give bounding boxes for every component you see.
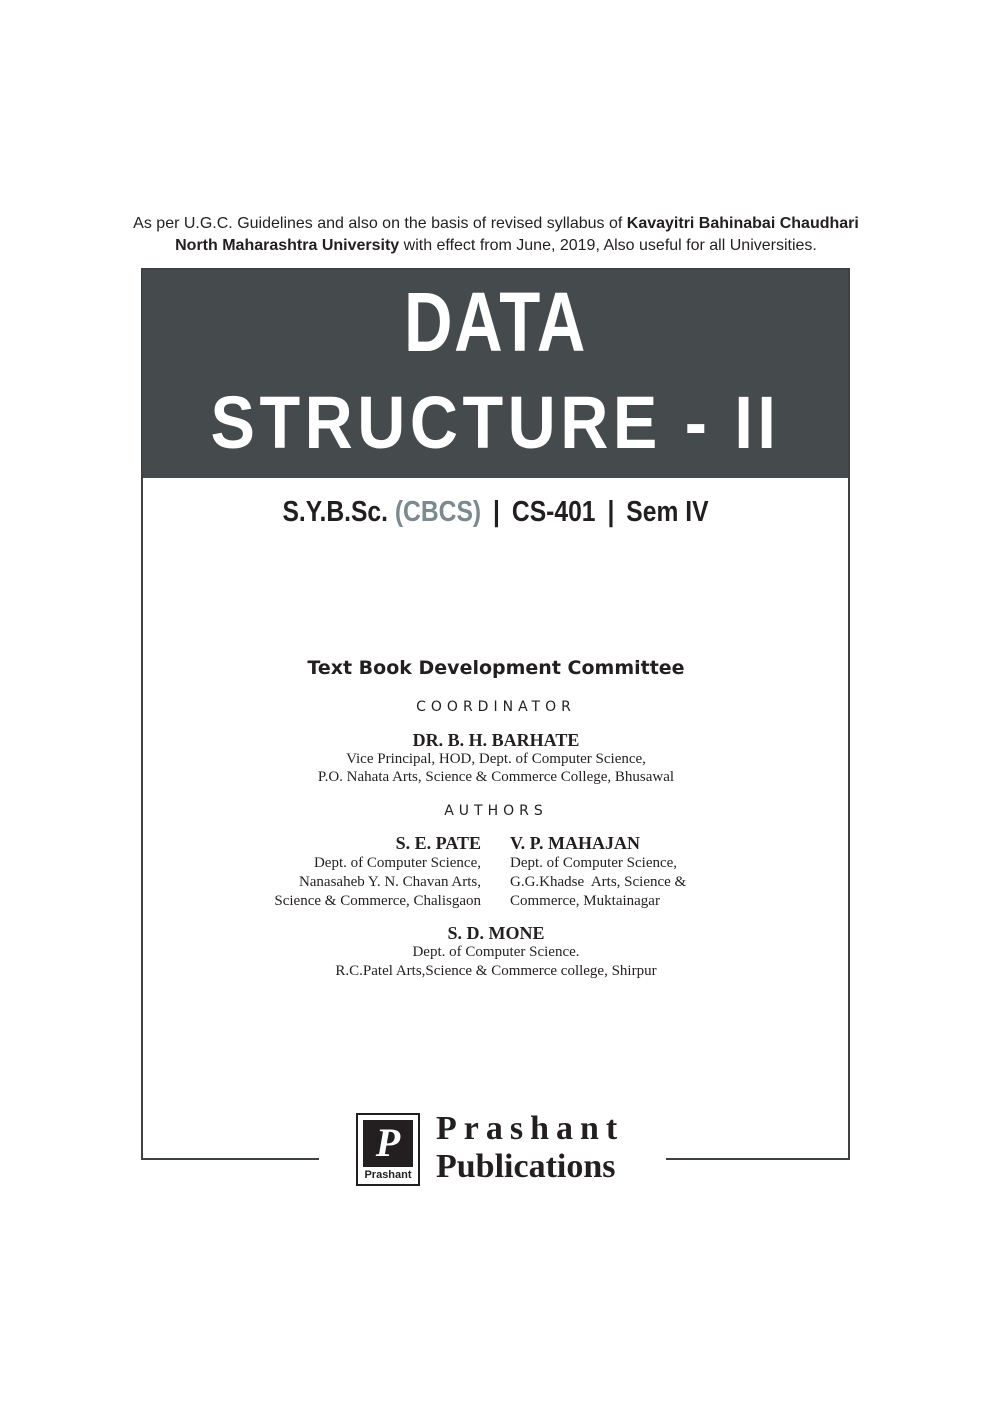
note-suffix: with effect from June, 2019, Also useful for all Universities.	[399, 237, 817, 254]
book-title-line-1: DATA	[403, 275, 588, 369]
book-title-line-2: STRUCTURE - II	[210, 381, 781, 464]
coordinator-label: COORDINATOR	[416, 699, 576, 715]
author-affiliation-mone-line-1: Dept. of Computer Science.	[412, 944, 580, 960]
publisher-name-line-1: Prashant	[436, 1110, 625, 1147]
coordinator-name: DR. B. H. BARHATE	[412, 730, 580, 750]
author-affiliation: Nanasaheb Y. N. Chavan Arts,	[298, 874, 481, 890]
scheme-badge: (CBCS)	[394, 496, 482, 528]
author-affiliation: G.G.Khadse Arts, Science &	[510, 874, 687, 890]
author-affiliation: Commerce, Muktainagar	[510, 893, 660, 909]
author-name: V. P. MAHAJAN	[510, 833, 641, 853]
author-block-pate	[240, 832, 481, 911]
separator: |	[493, 496, 500, 528]
coordinator-affiliation-line-1: Vice Principal, HOD, Dept. of Computer Science,	[346, 751, 646, 767]
publisher-name-line-2: Publications	[436, 1148, 616, 1185]
semester: Sem IV	[626, 496, 709, 528]
university-name-part-2: North Maharashtra University	[175, 237, 400, 254]
program-name: S.Y.B.Sc.	[282, 496, 388, 528]
syllabus-note-line-1	[0, 213, 992, 235]
committee-heading: Text Book Development Committee	[307, 657, 685, 679]
author-affiliation: Dept. of Computer Science,	[510, 855, 678, 871]
author-affiliation: Dept. of Computer Science,	[313, 855, 481, 871]
course-code: CS-401	[511, 496, 596, 528]
author-affiliation: Science & Commerce, Chalisgaon	[274, 893, 481, 909]
note-prefix: As per U.G.C. Guidelines and also on the basis of revised syllabus of	[133, 215, 627, 232]
course-info	[196, 492, 795, 532]
syllabus-note-line-2	[0, 235, 992, 257]
authors-label: AUTHORS	[444, 803, 548, 819]
logo-caption: Prashant	[364, 1169, 412, 1181]
author-name: S. E. PATE	[395, 833, 481, 853]
frame-bottom-right-border	[666, 1158, 850, 1160]
author-affiliation-mone-line-2: R.C.Patel Arts,Science & Commerce college, Shirpur	[335, 963, 657, 979]
university-name-part-1: Kavayitri Bahinabai Chaudhari	[626, 215, 859, 232]
coordinator-affiliation-line-2: P.O. Nahata Arts, Science & Commerce College, Bhusawal	[317, 769, 675, 785]
logo-mark	[363, 1120, 413, 1167]
publisher-logo	[356, 1113, 420, 1186]
separator: |	[607, 496, 615, 528]
author-name-mone: S. D. MONE	[447, 923, 545, 943]
logo-letter: P	[375, 1120, 401, 1165]
author-block-mahajan	[510, 832, 770, 911]
frame-bottom-left-border	[141, 1158, 319, 1160]
